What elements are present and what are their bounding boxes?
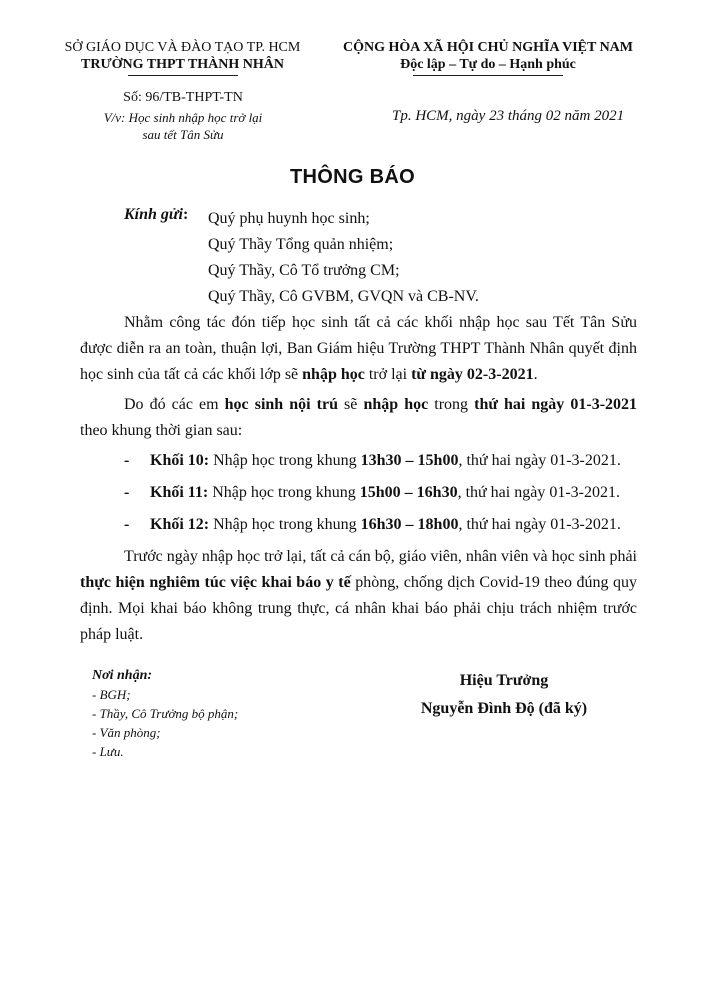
schedule-text: Nhập học trong khung (209, 516, 361, 533)
header-left (50, 40, 315, 76)
recipients-label (124, 206, 188, 224)
footer-recipient-item: - Văn phòng; (92, 725, 161, 740)
paragraph-text: trở lại (364, 366, 412, 383)
subject-line-1: V/v: Học sinh nhập học trở lại (103, 110, 263, 125)
grade-label: Khối 11: (150, 484, 209, 501)
school-underline (128, 75, 238, 76)
list-dash: - (124, 516, 130, 533)
list-dash: - (124, 484, 130, 501)
paragraph-text: trong (428, 396, 475, 413)
schedule-text: Nhập học trong khung (209, 452, 361, 469)
signer-name: Nguyễn Đình Độ (đã ký) (420, 700, 588, 717)
list-dash: - (124, 452, 130, 469)
paragraph-bold: thứ hai ngày 01-3-2021 (474, 396, 638, 413)
paragraph-3 (80, 544, 637, 648)
subject-line-2: sau tết Tân Sửu (142, 127, 224, 142)
document-date: Tp. HCM, ngày 23 tháng 02 năm 2021 (392, 108, 625, 124)
document-reference (68, 90, 298, 143)
paragraph-bold: thực hiện nghiêm túc việc khai báo y tế (80, 574, 351, 591)
department-name: SỞ GIÁO DỤC VÀ ĐÀO TẠO TP. HCM (64, 40, 301, 55)
header-right (338, 40, 638, 76)
recipients-label-text: Kính gửi (124, 206, 183, 223)
grade-label: Khối 10: (150, 452, 210, 469)
paragraph-text: sẽ (337, 396, 364, 413)
paragraph-text: . (533, 366, 538, 383)
time-range: 15h00 – 16h30 (359, 484, 458, 501)
paragraph-text: phòng, chống dịch Covid-19 theo đúng quy định. Mọi khai báo không trung thực, cá nhân khai báo phải chịu trách nhiệm trước pháp luật. (80, 574, 637, 643)
paragraph-bold: học sinh nội trú (224, 396, 338, 413)
footer-recipient-item: - Thầy, Cô Trưởng bộ phận; (92, 706, 239, 721)
recipient-item: Quý Thầy, Cô GVBM, GVQN và CB-NV. (208, 288, 479, 305)
footer-recipient-item: - BGH; (92, 687, 131, 702)
schedule-text: , thứ hai ngày 01-3-2021. (458, 516, 621, 533)
paragraph-bold: từ ngày 02-3-2021 (411, 366, 534, 383)
page-title: THÔNG BÁO (290, 166, 415, 188)
recipient-item: Quý phụ huynh học sinh; (208, 210, 370, 227)
signer-position: Hiệu Trưởng (459, 672, 549, 689)
schedule-text: Nhập học trong khung (208, 484, 360, 501)
document-number: Số: 96/TB-THPT-TN (123, 90, 243, 105)
paragraph-1 (80, 310, 637, 388)
paragraph-text: theo khung thời gian sau: (80, 422, 243, 439)
grade-label: Khối 12: (150, 516, 210, 533)
footer-recipients-label: Nơi nhận: (92, 668, 153, 683)
time-range: 13h30 – 15h00 (360, 452, 459, 469)
footer-recipient-item: - Lưu. (92, 744, 124, 759)
paragraph-text: Do đó các em (124, 396, 225, 413)
schedule-text: , thứ hai ngày 01-3-2021. (457, 484, 620, 501)
recipients-list (208, 206, 479, 310)
paragraph-bold: nhập học (363, 396, 429, 413)
paragraph-text: Nhằm công tác đón tiếp học sinh tất cả các khối nhập học sau Tết Tân Sửu được diễn ra an toàn, thuận lợi, Ban Giám hiệu Trường THPT Thành Nhân quyết định học sinh của tất cả các khối lớp sẽ (80, 314, 637, 383)
time-range: 16h30 – 18h00 (360, 516, 459, 533)
footer-recipients (92, 666, 238, 761)
national-motto: Độc lập – Tự do – Hạnh phúc (400, 57, 576, 72)
paragraph-bold: nhập học (302, 366, 365, 383)
signature-block (398, 672, 610, 718)
recipient-item: Quý Thầy Tổng quản nhiệm; (208, 236, 394, 253)
recipient-item: Quý Thầy, Cô Tổ trưởng CM; (208, 262, 400, 279)
schedule-text: , thứ hai ngày 01-3-2021. (458, 452, 621, 469)
paragraph-text: Trước ngày nhập học trở lại, tất cả cán bộ, giáo viên, nhân viên và học sinh phải (124, 548, 637, 565)
recipients-colon: : (182, 206, 189, 223)
school-name: TRƯỜNG THPT THÀNH NHÂN (81, 57, 284, 72)
country-name: CỘNG HÒA XÃ HỘI CHỦ NGHĨA VIỆT NAM (342, 40, 633, 55)
motto-underline (413, 75, 563, 76)
paragraph-2 (80, 392, 637, 444)
